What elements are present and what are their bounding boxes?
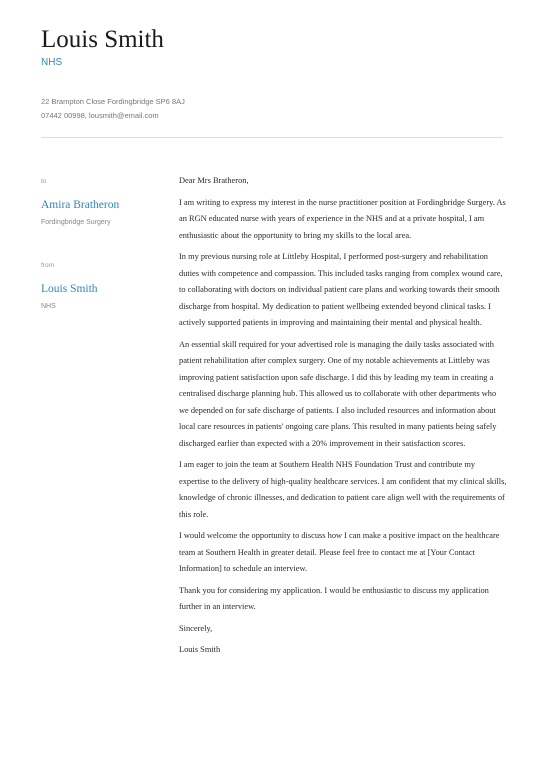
applicant-organization: NHS bbox=[41, 57, 63, 68]
letter-greeting: Dear Mrs Bratheron, bbox=[179, 176, 249, 185]
letter-paragraph: I would welcome the opportunity to discuss how I can make a positive impact on the healthcare team at Southern Health in greater detail. Please feel free to contact me at [Your Contact Information] to schedule an interview. bbox=[179, 531, 500, 573]
applicant-address: 22 Brampton Close Fordingbridge SP6 8AJ bbox=[41, 97, 185, 106]
sender-name: Louis Smith bbox=[41, 283, 98, 295]
recipient-label: to bbox=[41, 178, 47, 185]
header-divider bbox=[41, 137, 503, 138]
applicant-name: Louis Smith bbox=[41, 26, 164, 53]
letter-signature: Louis Smith bbox=[179, 645, 221, 654]
sender-organization: NHS bbox=[41, 303, 56, 310]
recipient-organization: Fordingbridge Surgery bbox=[41, 219, 111, 226]
sender-label: from bbox=[41, 262, 54, 269]
letter-body bbox=[179, 173, 507, 664]
letter-closing: Sincerely, bbox=[179, 623, 213, 633]
letter-paragraph: Thank you for considering my application. I would be enthusiastic to discuss my application further in an interview. bbox=[179, 585, 489, 611]
letter-paragraph: I am writing to express my interest in the nurse practitioner position at Fordingbridge Surgery. As an RGN educated nurse with years of experience in the NHS and at a private hospital, I am enthusiastic about the opportunity to bring my skills to the local area. bbox=[179, 197, 506, 240]
letter-paragraph: An essential skill required for your advertised role is managing the daily tasks associated with patient rehabilitation after complex surgery. One of my notable achievements at Littleby was improving patient satisfaction upon safe discharge. I did this by leading my team in creating a centralised discharge planning hub. This allowed us to collaborate with other departments who we depended on for safe discharge of patients. I also included resources and information about local care resources in patients' ongoing care plans. This resulted in many patients being safely discharged earlier than expected with a 20% improvement in their satisfaction scores. bbox=[179, 339, 497, 448]
letter-paragraph: In my previous nursing role at Littleby Hospital, I performed post-surgery and rehabilitation duties with competence and compassion. This included tasks ranging from complex wound care, to collaborating with doctors on individual patient care plans and working towards their smooth discharge from hospital. My dedication to patient wellbeing extended beyond clinical tasks. I actively supported patients in improving and maintaining their mental and physical health. bbox=[179, 252, 503, 327]
letter-paragraph: I am eager to join the team at Southern Health NHS Foundation Trust and contribute my expertise to the delivery of high-quality healthcare services. I am confident that my clinical skills, knowledge of chronic illnesses, and dedication to patient care align well with the requirements of this role. bbox=[179, 460, 507, 519]
recipient-name: Amira Bratheron bbox=[41, 199, 120, 211]
applicant-contact: 07442 00998, lousmith@email.com bbox=[41, 111, 159, 120]
